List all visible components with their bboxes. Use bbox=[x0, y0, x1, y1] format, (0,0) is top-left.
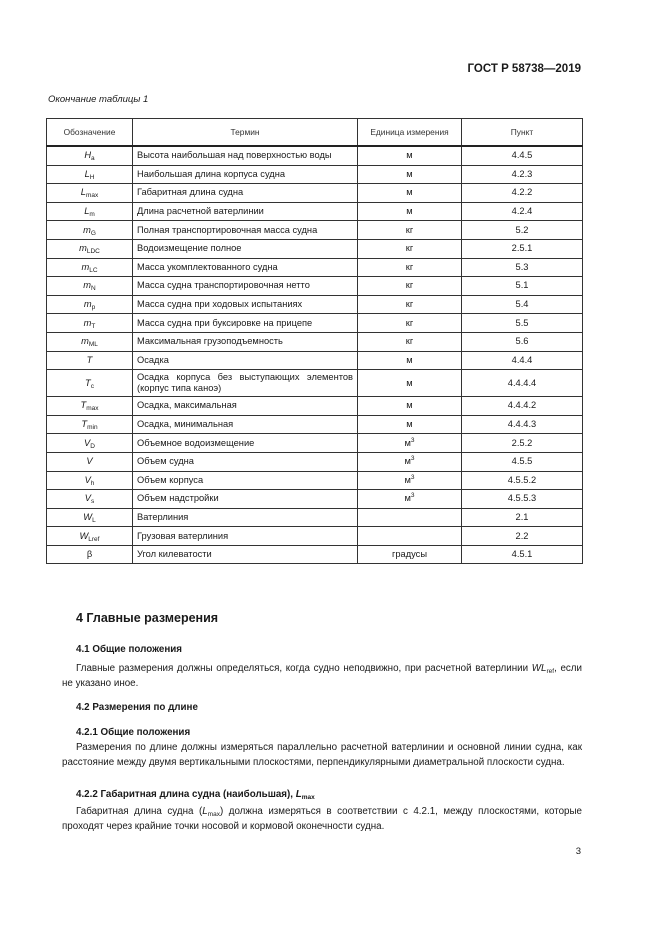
unit: кг bbox=[405, 280, 414, 291]
symbol-cell bbox=[47, 545, 133, 564]
s422-text-a: Габаритная длина судна ( bbox=[76, 806, 203, 817]
unit-cell bbox=[358, 314, 462, 333]
term-cell: Высота наибольшая над поверхностью воды bbox=[133, 146, 358, 165]
column-header-term: Термин bbox=[133, 119, 358, 147]
s422-text-b: ) должна измеряться в соответствии с 4.2.1, между плоскостями, которые проходят через крайние точки носовой и кормовой оконечности судна. bbox=[62, 806, 582, 832]
term-cell: Осадка корпуса без выступающих элементов (корпус типа каноэ) bbox=[133, 370, 358, 397]
table-header-row bbox=[47, 119, 583, 147]
clause-cell: 2.5.1 bbox=[462, 239, 583, 258]
symbol-cell bbox=[47, 258, 133, 277]
symbol-subscript: s bbox=[90, 498, 95, 506]
clause-cell: 4.4.4.3 bbox=[462, 415, 583, 434]
clause-cell: 5.4 bbox=[462, 295, 583, 314]
symbol-subscript: c bbox=[90, 382, 94, 390]
term-cell: Максимальная грузоподъемность bbox=[133, 332, 358, 351]
clause-cell: 4.5.5.2 bbox=[462, 471, 583, 490]
section-4-2-1-text: Размерения по длине должны измеряться параллельно расчетной ватерлинии и основной линии судна, как расстояние между двумя вертикальными плоскостями, перпендикулярными диаметральной плоскости судна. bbox=[62, 742, 582, 768]
unit: м bbox=[406, 206, 413, 217]
unit: м bbox=[406, 377, 413, 388]
table-row bbox=[47, 332, 583, 351]
section-4-2-2-title bbox=[76, 789, 315, 800]
unit: кг bbox=[405, 336, 414, 347]
unit-cell bbox=[358, 471, 462, 490]
unit-cell bbox=[358, 351, 462, 370]
term-cell: Длина расчетной ватерлинии bbox=[133, 202, 358, 221]
unit: м bbox=[406, 168, 413, 179]
table-row bbox=[47, 202, 583, 221]
unit: кг bbox=[405, 317, 414, 328]
symbol-cell bbox=[47, 508, 133, 527]
unit: м bbox=[404, 437, 411, 448]
term-cell: Ватерлиния bbox=[133, 508, 358, 527]
unit-cell bbox=[358, 277, 462, 296]
table-row bbox=[47, 434, 583, 453]
symbol-cell bbox=[47, 277, 133, 296]
table-row bbox=[47, 146, 583, 165]
unit-cell bbox=[358, 295, 462, 314]
s422-text-sub: max bbox=[207, 811, 220, 818]
symbol: T bbox=[86, 354, 93, 365]
table-caption: Окончание таблицы 1 bbox=[48, 94, 149, 105]
symbol: m bbox=[83, 280, 92, 291]
term-cell: Масса судна при ходовых испытаниях bbox=[133, 295, 358, 314]
unit: кг bbox=[405, 224, 414, 235]
section-4-2-1-title: 4.2.1 Общие положения bbox=[76, 727, 191, 738]
table-row bbox=[47, 295, 583, 314]
unit-superscript: 3 bbox=[410, 492, 415, 500]
table-row bbox=[47, 370, 583, 397]
unit: м bbox=[404, 474, 411, 485]
symbol-cell bbox=[47, 202, 133, 221]
table-row bbox=[47, 452, 583, 471]
term-cell: Грузовая ватерлиния bbox=[133, 527, 358, 546]
clause-cell: 4.2.4 bbox=[462, 202, 583, 221]
symbol-cell bbox=[47, 452, 133, 471]
clause-cell: 5.5 bbox=[462, 314, 583, 333]
clause-cell: 4.5.5 bbox=[462, 452, 583, 471]
symbol-cell bbox=[47, 221, 133, 240]
column-header-symbol: Обозначение bbox=[47, 119, 133, 147]
symbol-cell bbox=[47, 165, 133, 184]
clause-cell: 2.2 bbox=[462, 527, 583, 546]
symbol-subscript: ML bbox=[88, 341, 98, 349]
symbol-subscript: G bbox=[90, 229, 96, 237]
unit-cell bbox=[358, 239, 462, 258]
unit-cell bbox=[358, 165, 462, 184]
unit-cell bbox=[358, 508, 462, 527]
table-row bbox=[47, 490, 583, 509]
table-row bbox=[47, 184, 583, 203]
symbol: T bbox=[85, 377, 91, 388]
table-row bbox=[47, 277, 583, 296]
symbol: L bbox=[80, 187, 86, 198]
symbol-subscript: a bbox=[91, 155, 95, 163]
unit-cell bbox=[358, 415, 462, 434]
term-cell: Полная транспортировочная масса судна bbox=[133, 221, 358, 240]
term-cell: Габаритная длина судна bbox=[133, 184, 358, 203]
unit-cell bbox=[358, 452, 462, 471]
unit-cell bbox=[358, 332, 462, 351]
term-cell: Объем судна bbox=[133, 452, 358, 471]
unit-cell bbox=[358, 202, 462, 221]
symbol-cell bbox=[47, 415, 133, 434]
symbol-cell bbox=[47, 490, 133, 509]
unit: м bbox=[406, 150, 413, 161]
table-row bbox=[47, 351, 583, 370]
page-number: 3 bbox=[575, 846, 581, 857]
unit-superscript: 3 bbox=[410, 436, 415, 444]
s41-text-b: , если не указано иное. bbox=[62, 663, 583, 689]
clause-cell: 4.2.2 bbox=[462, 184, 583, 203]
unit-superscript: 3 bbox=[410, 473, 415, 481]
column-header-clause: Пункт bbox=[462, 119, 583, 147]
symbol: m bbox=[83, 317, 92, 328]
symbol-cell bbox=[47, 527, 133, 546]
table-row bbox=[47, 471, 583, 490]
clause-cell: 4.5.1 bbox=[462, 545, 583, 564]
symbol-cell bbox=[47, 351, 133, 370]
symbol: m bbox=[83, 299, 92, 310]
term-cell: Угол килеватости bbox=[133, 545, 358, 564]
unit-cell bbox=[358, 370, 462, 397]
unit: м bbox=[406, 419, 413, 430]
symbol: m bbox=[83, 224, 91, 235]
terms-table bbox=[46, 118, 583, 564]
symbol-cell bbox=[47, 370, 133, 397]
symbol: T bbox=[81, 419, 88, 430]
column-header-unit: Единица измерения bbox=[358, 119, 462, 147]
symbol-cell bbox=[47, 471, 133, 490]
clause-cell: 4.4.4 bbox=[462, 351, 583, 370]
symbol-subscript: p bbox=[91, 304, 96, 312]
s41-text-a: Главные размерения должны определяться, когда судно неподвижно, при расчетной ватерлинии bbox=[76, 663, 529, 674]
symbol: V bbox=[84, 437, 91, 448]
symbol-subscript: LC bbox=[89, 266, 98, 274]
unit: м bbox=[406, 400, 413, 411]
symbol: L bbox=[84, 206, 90, 217]
symbol-cell bbox=[47, 295, 133, 314]
symbol: V bbox=[84, 474, 91, 485]
unit-superscript: 3 bbox=[410, 455, 415, 463]
symbol: T bbox=[80, 400, 87, 411]
clause-cell: 5.1 bbox=[462, 277, 583, 296]
symbol: V bbox=[84, 493, 91, 504]
clause-cell: 5.3 bbox=[462, 258, 583, 277]
clause-cell: 5.6 bbox=[462, 332, 583, 351]
clause-cell: 2.1 bbox=[462, 508, 583, 527]
symbol-subscript: H bbox=[89, 173, 95, 181]
symbol-subscript: LDC bbox=[86, 248, 100, 256]
unit-cell bbox=[358, 545, 462, 564]
term-cell: Водоизмещение полное bbox=[133, 239, 358, 258]
symbol-subscript: T bbox=[91, 322, 96, 330]
symbol: W bbox=[83, 511, 93, 522]
term-cell: Осадка bbox=[133, 351, 358, 370]
s41-symbol: WL bbox=[531, 663, 547, 674]
clause-cell: 4.5.5.3 bbox=[462, 490, 583, 509]
clause-cell: 4.4.4.4 bbox=[462, 370, 583, 397]
clause-cell: 5.2 bbox=[462, 221, 583, 240]
table-row bbox=[47, 545, 583, 564]
unit-cell bbox=[358, 434, 462, 453]
symbol-cell bbox=[47, 146, 133, 165]
unit-cell bbox=[358, 146, 462, 165]
table-row bbox=[47, 415, 583, 434]
section-4-1-text bbox=[62, 662, 582, 691]
s422-title-symbol: L bbox=[295, 789, 302, 800]
table-row bbox=[47, 508, 583, 527]
symbol-subscript: m bbox=[89, 211, 95, 219]
symbol: β bbox=[86, 549, 93, 560]
symbol: L bbox=[84, 168, 90, 179]
symbol: m bbox=[79, 243, 87, 254]
standard-number: ГОСТ Р 58738—2019 bbox=[467, 63, 581, 75]
term-cell: Объем корпуса bbox=[133, 471, 358, 490]
term-cell: Масса судна транспортировочная нетто bbox=[133, 277, 358, 296]
symbol-subscript: Lref bbox=[88, 535, 100, 543]
unit: м bbox=[404, 493, 411, 504]
unit: м bbox=[406, 187, 413, 198]
unit-cell bbox=[358, 397, 462, 416]
term-cell: Наибольшая длина корпуса судна bbox=[133, 165, 358, 184]
symbol-subscript: h bbox=[90, 479, 95, 487]
table-row bbox=[47, 527, 583, 546]
symbol-cell bbox=[47, 184, 133, 203]
symbol: m bbox=[81, 336, 89, 347]
symbol-cell bbox=[47, 397, 133, 416]
unit: м bbox=[406, 354, 413, 365]
symbol: V bbox=[86, 456, 93, 467]
s41-symbol-sub: ref bbox=[546, 668, 555, 675]
term-cell: Осадка, минимальная bbox=[133, 415, 358, 434]
term-cell: Масса судна при буксировке на прицепе bbox=[133, 314, 358, 333]
section-4-title: 4 Главные размерения bbox=[76, 611, 219, 625]
table-row bbox=[47, 258, 583, 277]
section-4-1-title: 4.1 Общие положения bbox=[76, 644, 183, 655]
clause-cell: 4.4.5 bbox=[462, 146, 583, 165]
symbol-subscript: min bbox=[87, 424, 98, 432]
s422-text-symbol: L bbox=[202, 806, 208, 817]
unit: кг bbox=[405, 243, 414, 254]
table-row bbox=[47, 314, 583, 333]
symbol-cell bbox=[47, 314, 133, 333]
term-cell: Объемное водоизмещение bbox=[133, 434, 358, 453]
symbol-subscript: max bbox=[85, 192, 99, 200]
table-body bbox=[47, 146, 583, 564]
clause-cell: 4.4.4.2 bbox=[462, 397, 583, 416]
unit-cell bbox=[358, 490, 462, 509]
symbol: W bbox=[79, 530, 89, 541]
symbol-cell bbox=[47, 434, 133, 453]
unit: кг bbox=[405, 261, 414, 272]
table-row bbox=[47, 239, 583, 258]
unit-cell bbox=[358, 258, 462, 277]
term-cell: Масса укомплектованного судна bbox=[133, 258, 358, 277]
s422-title-text: 4.2.2 Габаритная длина судна (наибольшая), bbox=[76, 789, 296, 800]
unit: кг bbox=[405, 299, 414, 310]
unit: градусы bbox=[391, 549, 428, 560]
term-cell: Объем надстройки bbox=[133, 490, 358, 509]
table-row bbox=[47, 165, 583, 184]
clause-cell: 2.5.2 bbox=[462, 434, 583, 453]
unit-cell bbox=[358, 221, 462, 240]
symbol-subscript: N bbox=[91, 285, 96, 293]
section-4-2-2-text bbox=[62, 805, 582, 834]
symbol: m bbox=[81, 261, 90, 272]
table-row bbox=[47, 221, 583, 240]
symbol-subscript: L bbox=[92, 516, 96, 524]
unit: м bbox=[404, 456, 411, 467]
symbol-cell bbox=[47, 332, 133, 351]
symbol-subscript: D bbox=[90, 442, 95, 450]
unit-cell bbox=[358, 527, 462, 546]
clause-cell: 4.2.3 bbox=[462, 165, 583, 184]
unit-cell bbox=[358, 184, 462, 203]
table-row bbox=[47, 397, 583, 416]
symbol-subscript: max bbox=[86, 405, 99, 413]
term-cell: Осадка, максимальная bbox=[133, 397, 358, 416]
section-4-2-title: 4.2 Размерения по длине bbox=[76, 702, 198, 713]
symbol: H bbox=[84, 150, 92, 161]
symbol-cell bbox=[47, 239, 133, 258]
s422-title-sub: max bbox=[301, 794, 315, 801]
